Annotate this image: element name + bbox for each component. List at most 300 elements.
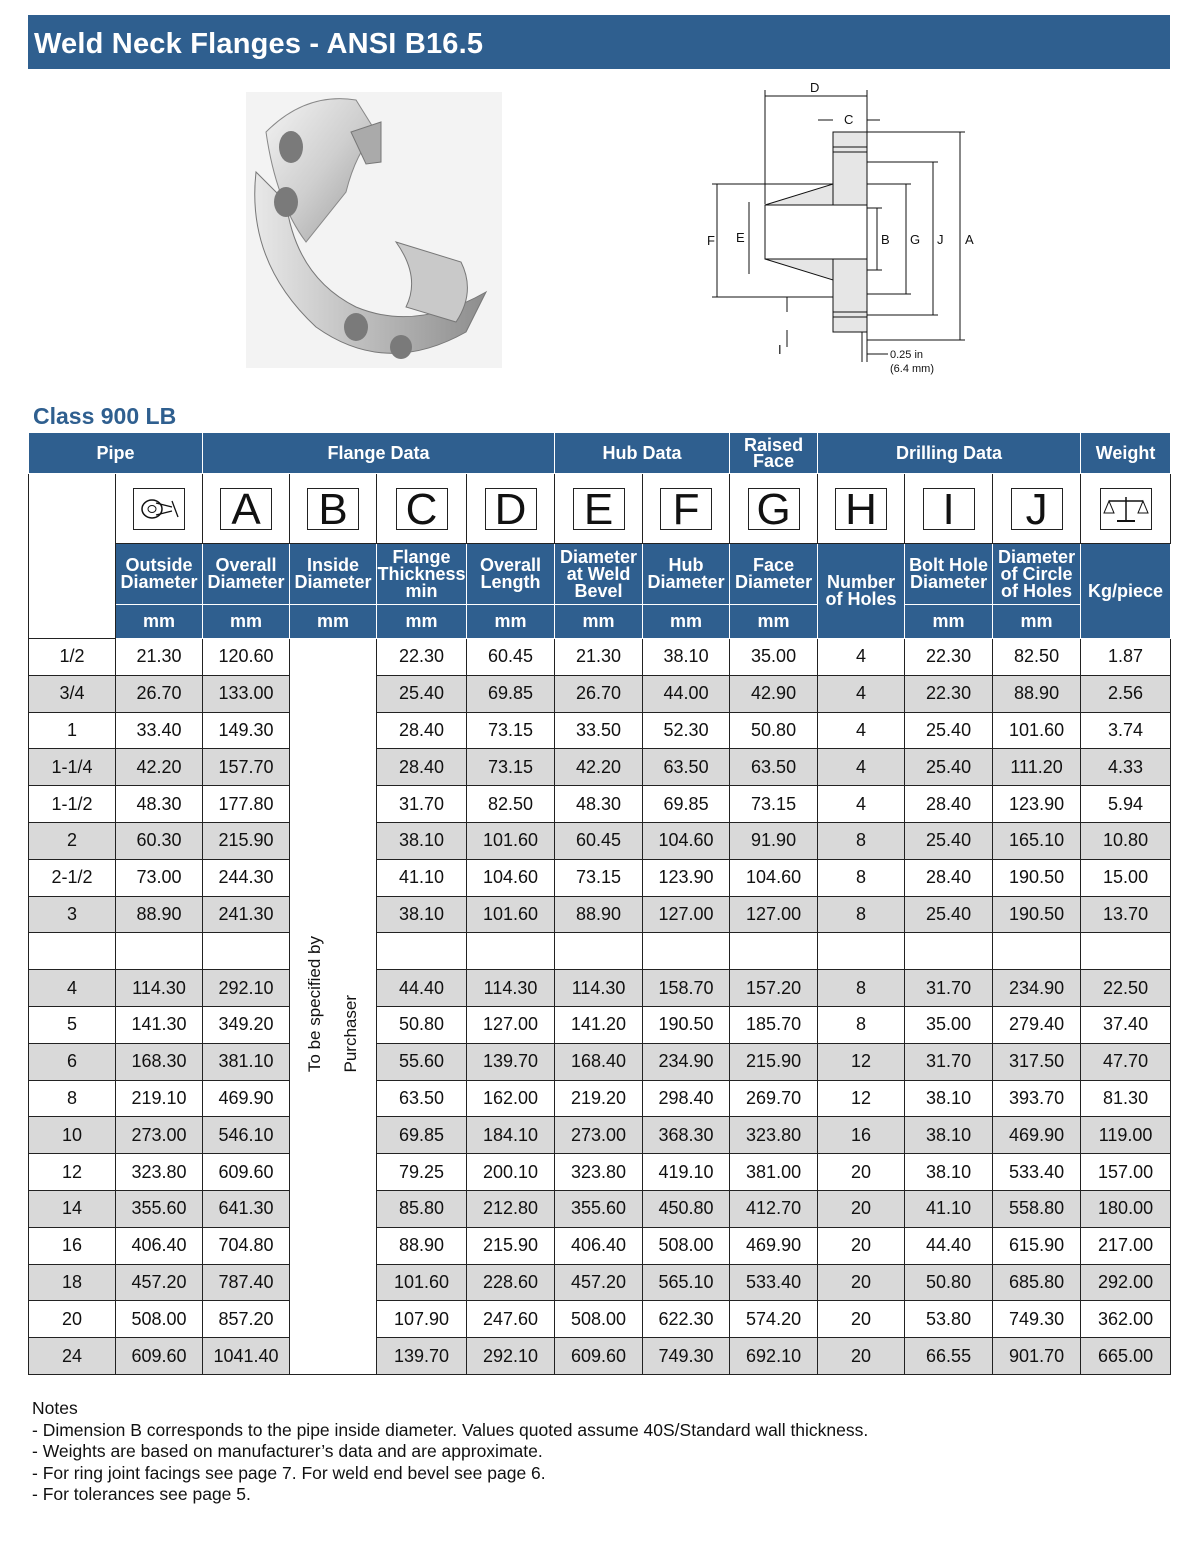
cell-weld-bevel-diameter: 114.30 xyxy=(555,970,643,1007)
cell-overall-length: 127.00 xyxy=(467,1006,555,1043)
cell-weld-bevel-diameter: 355.60 xyxy=(555,1190,643,1227)
cell-outside-diameter: 609.60 xyxy=(116,1338,203,1375)
cell-number-of-holes: 8 xyxy=(818,859,905,896)
cell-weight: 362.00 xyxy=(1081,1301,1171,1338)
cell-nps: 6 xyxy=(29,1043,116,1080)
cell-bolt-hole-diameter: 28.40 xyxy=(905,859,993,896)
cell-weld-bevel-diameter: 33.50 xyxy=(555,712,643,749)
cell-hub-diameter: 127.00 xyxy=(643,896,730,933)
cell-nps: 24 xyxy=(29,1338,116,1375)
cell-circle-of-holes: 317.50 xyxy=(993,1043,1081,1080)
cell-weld-bevel-diameter: 26.70 xyxy=(555,675,643,712)
cell-face-diameter: 381.00 xyxy=(730,1154,818,1191)
cell-overall-length: 200.10 xyxy=(467,1154,555,1191)
cell-weight: 180.00 xyxy=(1081,1190,1171,1227)
col-flange-thickness: Flange Thickness min xyxy=(377,544,467,605)
unit-circle: mm xyxy=(993,605,1081,639)
cell-weight: 4.33 xyxy=(1081,749,1171,786)
cell-face-diameter: 215.90 xyxy=(730,1043,818,1080)
cell-number-of-holes: 16 xyxy=(818,1117,905,1154)
cell-overall-length: 215.90 xyxy=(467,1227,555,1264)
cell-outside-diameter: 73.00 xyxy=(116,859,203,896)
cell-number-of-holes: 20 xyxy=(818,1301,905,1338)
cell-number-of-holes: 4 xyxy=(818,786,905,823)
cell-overall-length: 73.15 xyxy=(467,749,555,786)
cell-nps: 2-1/2 xyxy=(29,859,116,896)
cell-nps: 1 xyxy=(29,712,116,749)
cell-overall-diameter: 241.30 xyxy=(203,896,290,933)
cell-overall-length: 101.60 xyxy=(467,822,555,859)
unit-hub: mm xyxy=(643,605,730,639)
cell-bolt-hole-diameter: 38.10 xyxy=(905,1080,993,1117)
cell-circle-of-holes: 234.90 xyxy=(993,970,1081,1007)
cell-bolt-hole-diameter: 66.55 xyxy=(905,1338,993,1375)
cell-nps: 18 xyxy=(29,1264,116,1301)
cell-weld-bevel-diameter: 323.80 xyxy=(555,1154,643,1191)
cell-nps: 1/2 xyxy=(29,639,116,676)
cell-bolt-hole-diameter: 25.40 xyxy=(905,749,993,786)
cell-circle-of-holes: 279.40 xyxy=(993,1006,1081,1043)
cell-number-of-holes: 20 xyxy=(818,1154,905,1191)
cell-number-of-holes: 20 xyxy=(818,1190,905,1227)
cell-number-of-holes: 8 xyxy=(818,896,905,933)
cell-weld-bevel-diameter: 457.20 xyxy=(555,1264,643,1301)
cell-outside-diameter: 26.70 xyxy=(116,675,203,712)
cell-outside-diameter: 42.20 xyxy=(116,749,203,786)
label-g: G xyxy=(910,232,921,247)
cell-overall-length: 139.70 xyxy=(467,1043,555,1080)
cell-face-diameter: 269.70 xyxy=(730,1080,818,1117)
col-overall-length: Overall Length xyxy=(467,544,555,605)
cell-flange-thickness: 28.40 xyxy=(377,749,467,786)
letter-c-cell xyxy=(377,474,467,544)
scale-icon-cell xyxy=(1081,474,1171,544)
cell-overall-diameter: 177.80 xyxy=(203,786,290,823)
cell-weld-bevel-diameter: 21.30 xyxy=(555,639,643,676)
letter-c: C xyxy=(396,488,448,530)
cell-outside-diameter: 88.90 xyxy=(116,896,203,933)
cell-face-diameter: 104.60 xyxy=(730,859,818,896)
unit-bevel: mm xyxy=(555,605,643,639)
cell-circle-of-holes: 558.80 xyxy=(993,1190,1081,1227)
cell-bolt-hole-diameter: 28.40 xyxy=(905,786,993,823)
cell-flange-thickness: 88.90 xyxy=(377,1227,467,1264)
cell-weld-bevel-diameter: 141.20 xyxy=(555,1006,643,1043)
col-bolt-hole-diameter: Bolt Hole Diameter xyxy=(905,544,993,605)
note-line: - Dimension B corresponds to the pipe inside diameter. Values quoted assume 40S/Standard wall thickness. xyxy=(32,1419,869,1440)
cell-overall-length: 73.15 xyxy=(467,712,555,749)
cell-hub-diameter: 123.90 xyxy=(643,859,730,896)
cell-overall-length: 114.30 xyxy=(467,970,555,1007)
cell-circle-of-holes: 901.70 xyxy=(993,1338,1081,1375)
cell-weld-bevel-diameter: 273.00 xyxy=(555,1117,643,1154)
cell-number-of-holes: 20 xyxy=(818,1227,905,1264)
cell-outside-diameter: 21.30 xyxy=(116,639,203,676)
unit-outside: mm xyxy=(116,605,203,639)
letter-b: B xyxy=(307,488,359,530)
cell-overall-diameter: 292.10 xyxy=(203,970,290,1007)
cell-overall-length: 184.10 xyxy=(467,1117,555,1154)
col-face-diameter: Face Diameter xyxy=(730,544,818,605)
cell-weight: 3.74 xyxy=(1081,712,1171,749)
cell-flange-thickness: 55.60 xyxy=(377,1043,467,1080)
letter-f-cell xyxy=(643,474,730,544)
cell-bolt-hole-diameter: 25.40 xyxy=(905,712,993,749)
cell-overall-diameter: 120.60 xyxy=(203,639,290,676)
cell-hub-diameter: 52.30 xyxy=(643,712,730,749)
cell-flange-thickness xyxy=(377,933,467,970)
cell-flange-thickness: 22.30 xyxy=(377,639,467,676)
table-row xyxy=(29,786,1171,823)
cell-outside-diameter: 48.30 xyxy=(116,786,203,823)
col-inside-diameter: Inside Diameter xyxy=(290,544,377,605)
cell-circle-of-holes: 469.90 xyxy=(993,1117,1081,1154)
cell-overall-diameter: 857.20 xyxy=(203,1301,290,1338)
cell-face-diameter: 469.90 xyxy=(730,1227,818,1264)
cell-overall-diameter: 609.60 xyxy=(203,1154,290,1191)
cell-hub-diameter: 622.30 xyxy=(643,1301,730,1338)
cell-overall-diameter: 133.00 xyxy=(203,675,290,712)
letter-j: J xyxy=(1011,488,1063,530)
cell-overall-length: 212.80 xyxy=(467,1190,555,1227)
nominal-pipe-size-header: Nominal Pipe Size xyxy=(29,474,116,639)
cell-number-of-holes: 8 xyxy=(818,970,905,1007)
cell-weld-bevel-diameter xyxy=(555,933,643,970)
letter-h-cell xyxy=(818,474,905,544)
cell-hub-diameter: 419.10 xyxy=(643,1154,730,1191)
purchaser-text-line-1: To be specified by xyxy=(305,935,325,1073)
cell-nps: 16 xyxy=(29,1227,116,1264)
notes-title: Notes xyxy=(32,1398,78,1418)
flange-spec-table xyxy=(28,432,1171,1375)
cell-overall-diameter: 1041.40 xyxy=(203,1338,290,1375)
cell-face-diameter: 157.20 xyxy=(730,970,818,1007)
cell-nps xyxy=(29,933,116,970)
note-line: - Weights are based on manufacturer’s data and are approximate. xyxy=(32,1441,543,1461)
table-row xyxy=(29,1301,1171,1338)
group-hub-data: Hub Data xyxy=(555,433,730,474)
cell-circle-of-holes: 393.70 xyxy=(993,1080,1081,1117)
cell-flange-thickness: 101.60 xyxy=(377,1264,467,1301)
letter-j-cell xyxy=(993,474,1081,544)
cell-face-diameter: 574.20 xyxy=(730,1301,818,1338)
cell-flange-thickness: 31.70 xyxy=(377,786,467,823)
table-row xyxy=(29,1080,1171,1117)
cell-overall-diameter: 469.90 xyxy=(203,1080,290,1117)
cell-bolt-hole-diameter: 22.30 xyxy=(905,675,993,712)
cell-nps: 1-1/4 xyxy=(29,749,116,786)
cell-circle-of-holes: 749.30 xyxy=(993,1301,1081,1338)
cell-hub-diameter: 298.40 xyxy=(643,1080,730,1117)
cell-bolt-hole-diameter: 41.10 xyxy=(905,1190,993,1227)
cell-number-of-holes: 4 xyxy=(818,675,905,712)
cell-outside-diameter: 406.40 xyxy=(116,1227,203,1264)
cell-overall-length xyxy=(467,933,555,970)
cell-overall-diameter: 641.30 xyxy=(203,1190,290,1227)
cell-number-of-holes: 12 xyxy=(818,1080,905,1117)
cell-overall-length: 228.60 xyxy=(467,1264,555,1301)
cell-flange-thickness: 44.40 xyxy=(377,970,467,1007)
cell-nps: 10 xyxy=(29,1117,116,1154)
cell-nps: 5 xyxy=(29,1006,116,1043)
table-row xyxy=(29,933,1171,970)
cell-weight: 81.30 xyxy=(1081,1080,1171,1117)
cell-bolt-hole-diameter: 50.80 xyxy=(905,1264,993,1301)
col-weld-bevel-diameter: Diameter at Weld Bevel xyxy=(555,544,643,605)
cell-face-diameter: 412.70 xyxy=(730,1190,818,1227)
cell-number-of-holes: 20 xyxy=(818,1264,905,1301)
table-body xyxy=(29,639,1171,1375)
cell-number-of-holes: 4 xyxy=(818,639,905,676)
cell-number-of-holes: 12 xyxy=(818,1043,905,1080)
col-overall-diameter: Overall Diameter xyxy=(203,544,290,605)
class-title: Class 900 LB xyxy=(33,403,177,429)
table-row xyxy=(29,1338,1171,1375)
cell-circle-of-holes: 190.50 xyxy=(993,896,1081,933)
letter-i-cell xyxy=(905,474,993,544)
label-dim-in: 0.25 in xyxy=(890,349,924,361)
cell-circle-of-holes: 615.90 xyxy=(993,1227,1081,1264)
cell-overall-length: 60.45 xyxy=(467,639,555,676)
cell-overall-length: 292.10 xyxy=(467,1338,555,1375)
unit-thickness: mm xyxy=(377,605,467,639)
letter-h: H xyxy=(835,488,887,530)
cell-weight: 157.00 xyxy=(1081,1154,1171,1191)
cell-circle-of-holes xyxy=(993,933,1081,970)
cell-overall-length: 247.60 xyxy=(467,1301,555,1338)
cell-bolt-hole-diameter: 22.30 xyxy=(905,639,993,676)
cell-weight: 2.56 xyxy=(1081,675,1171,712)
cell-weight xyxy=(1081,933,1171,970)
cell-outside-diameter: 141.30 xyxy=(116,1006,203,1043)
cell-outside-diameter: 114.30 xyxy=(116,970,203,1007)
table-row xyxy=(29,1190,1171,1227)
cell-outside-diameter xyxy=(116,933,203,970)
cell-flange-thickness: 41.10 xyxy=(377,859,467,896)
cell-flange-thickness: 139.70 xyxy=(377,1338,467,1375)
cell-circle-of-holes: 165.10 xyxy=(993,822,1081,859)
col-hub-diameter: Hub Diameter xyxy=(643,544,730,605)
cell-number-of-holes xyxy=(818,933,905,970)
label-i: I xyxy=(778,342,782,357)
cell-weight: 13.70 xyxy=(1081,896,1171,933)
cell-circle-of-holes: 111.20 xyxy=(993,749,1081,786)
table-row xyxy=(29,859,1171,896)
group-weight: Weight xyxy=(1081,433,1171,474)
cell-face-diameter: 692.10 xyxy=(730,1338,818,1375)
letter-g-cell xyxy=(730,474,818,544)
table-row xyxy=(29,1006,1171,1043)
cell-face-diameter: 63.50 xyxy=(730,749,818,786)
table-row xyxy=(29,1117,1171,1154)
cell-weight: 292.00 xyxy=(1081,1264,1171,1301)
cell-hub-diameter: 565.10 xyxy=(643,1264,730,1301)
cell-weight: 1.87 xyxy=(1081,639,1171,676)
cell-circle-of-holes: 82.50 xyxy=(993,639,1081,676)
label-c: C xyxy=(844,112,854,127)
cell-face-diameter: 73.15 xyxy=(730,786,818,823)
cell-circle-of-holes: 88.90 xyxy=(993,675,1081,712)
cell-overall-length: 101.60 xyxy=(467,896,555,933)
cell-outside-diameter: 60.30 xyxy=(116,822,203,859)
cell-weight: 47.70 xyxy=(1081,1043,1171,1080)
cell-nps: 14 xyxy=(29,1190,116,1227)
cell-bolt-hole-diameter: 44.40 xyxy=(905,1227,993,1264)
table-row xyxy=(29,639,1171,676)
unit-length: mm xyxy=(467,605,555,639)
cell-circle-of-holes: 533.40 xyxy=(993,1154,1081,1191)
cell-outside-diameter: 323.80 xyxy=(116,1154,203,1191)
cell-number-of-holes: 4 xyxy=(818,712,905,749)
table-row xyxy=(29,1227,1171,1264)
cell-outside-diameter: 33.40 xyxy=(116,712,203,749)
cell-face-diameter: 533.40 xyxy=(730,1264,818,1301)
table-row xyxy=(29,675,1171,712)
scale-icon xyxy=(1100,488,1152,530)
letter-g: G xyxy=(748,488,800,530)
letter-f: F xyxy=(660,488,712,530)
cell-nps: 8 xyxy=(29,1080,116,1117)
letter-a: A xyxy=(220,488,272,530)
cell-hub-diameter: 44.00 xyxy=(643,675,730,712)
table-row xyxy=(29,822,1171,859)
letter-b-cell xyxy=(290,474,377,544)
table-row xyxy=(29,896,1171,933)
group-flange-data: Flange Data xyxy=(203,433,555,474)
cell-hub-diameter: 508.00 xyxy=(643,1227,730,1264)
unit-bolt: mm xyxy=(905,605,993,639)
cell-bolt-hole-diameter: 38.10 xyxy=(905,1154,993,1191)
label-j: J xyxy=(937,232,944,247)
cell-weld-bevel-diameter: 88.90 xyxy=(555,896,643,933)
cell-outside-diameter: 457.20 xyxy=(116,1264,203,1301)
cell-overall-length: 104.60 xyxy=(467,859,555,896)
cell-bolt-hole-diameter: 25.40 xyxy=(905,822,993,859)
cell-overall-diameter: 149.30 xyxy=(203,712,290,749)
cell-outside-diameter: 168.30 xyxy=(116,1043,203,1080)
cell-bolt-hole-diameter: 31.70 xyxy=(905,970,993,1007)
inside-diameter-purchaser-cell xyxy=(290,639,377,1375)
cell-nps: 20 xyxy=(29,1301,116,1338)
cell-hub-diameter: 69.85 xyxy=(643,786,730,823)
cell-flange-thickness: 85.80 xyxy=(377,1190,467,1227)
cell-overall-length: 162.00 xyxy=(467,1080,555,1117)
cell-bolt-hole-diameter: 25.40 xyxy=(905,896,993,933)
cell-flange-thickness: 107.90 xyxy=(377,1301,467,1338)
table-row xyxy=(29,970,1171,1007)
col-circle-of-holes: Diameter of Circle of Holes xyxy=(993,544,1081,605)
unit-face: mm xyxy=(730,605,818,639)
cell-weld-bevel-diameter: 42.20 xyxy=(555,749,643,786)
cell-face-diameter: 127.00 xyxy=(730,896,818,933)
label-d: D xyxy=(810,80,820,95)
table-row xyxy=(29,1264,1171,1301)
cell-outside-diameter: 273.00 xyxy=(116,1117,203,1154)
cell-overall-length: 82.50 xyxy=(467,786,555,823)
cell-flange-thickness: 25.40 xyxy=(377,675,467,712)
cell-nps: 3/4 xyxy=(29,675,116,712)
cell-weld-bevel-diameter: 60.45 xyxy=(555,822,643,859)
cell-overall-diameter: 244.30 xyxy=(203,859,290,896)
table-row xyxy=(29,1043,1171,1080)
cell-hub-diameter: 749.30 xyxy=(643,1338,730,1375)
cell-overall-diameter xyxy=(203,933,290,970)
cell-weight: 37.40 xyxy=(1081,1006,1171,1043)
cell-nps: 2 xyxy=(29,822,116,859)
cell-face-diameter: 91.90 xyxy=(730,822,818,859)
cell-weight: 15.00 xyxy=(1081,859,1171,896)
cell-circle-of-holes: 190.50 xyxy=(993,859,1081,896)
cell-overall-diameter: 787.40 xyxy=(203,1264,290,1301)
cell-outside-diameter: 508.00 xyxy=(116,1301,203,1338)
cell-face-diameter: 185.70 xyxy=(730,1006,818,1043)
cell-nps: 4 xyxy=(29,970,116,1007)
purchaser-text-line-2: Purchaser xyxy=(341,994,361,1073)
col-outside-diameter: Outside Diameter xyxy=(116,544,203,605)
cell-number-of-holes: 8 xyxy=(818,822,905,859)
cell-number-of-holes: 8 xyxy=(818,1006,905,1043)
cell-weld-bevel-diameter: 219.20 xyxy=(555,1080,643,1117)
cell-circle-of-holes: 123.90 xyxy=(993,786,1081,823)
cell-face-diameter: 50.80 xyxy=(730,712,818,749)
table-row xyxy=(29,1154,1171,1191)
unit-inside: mm xyxy=(290,605,377,639)
note-line: - For ring joint facings see page 7. For weld end bevel see page 6. xyxy=(32,1462,546,1483)
cell-bolt-hole-diameter: 53.80 xyxy=(905,1301,993,1338)
cell-face-diameter: 42.90 xyxy=(730,675,818,712)
cell-overall-diameter: 215.90 xyxy=(203,822,290,859)
cell-flange-thickness: 63.50 xyxy=(377,1080,467,1117)
cell-flange-thickness: 38.10 xyxy=(377,896,467,933)
cell-hub-diameter: 38.10 xyxy=(643,639,730,676)
letter-e: E xyxy=(573,488,625,530)
cell-weight: 119.00 xyxy=(1081,1117,1171,1154)
table-row xyxy=(29,712,1171,749)
cell-weld-bevel-diameter: 73.15 xyxy=(555,859,643,896)
cell-weld-bevel-diameter: 508.00 xyxy=(555,1301,643,1338)
note-line: - For tolerances see page 5. xyxy=(32,1484,251,1504)
cell-overall-diameter: 349.20 xyxy=(203,1006,290,1043)
cell-weight: 5.94 xyxy=(1081,786,1171,823)
cell-hub-diameter: 158.70 xyxy=(643,970,730,1007)
cell-number-of-holes: 20 xyxy=(818,1338,905,1375)
cell-overall-diameter: 704.80 xyxy=(203,1227,290,1264)
table-row xyxy=(29,749,1171,786)
cell-weight: 665.00 xyxy=(1081,1338,1171,1375)
cell-face-diameter xyxy=(730,933,818,970)
label-e: E xyxy=(736,230,745,245)
cell-weld-bevel-diameter: 609.60 xyxy=(555,1338,643,1375)
label-dim-mm: (6.4 mm) xyxy=(890,363,934,375)
cell-overall-diameter: 546.10 xyxy=(203,1117,290,1154)
cell-overall-length: 69.85 xyxy=(467,675,555,712)
cell-face-diameter: 323.80 xyxy=(730,1117,818,1154)
cell-weld-bevel-diameter: 48.30 xyxy=(555,786,643,823)
letter-i: I xyxy=(923,488,975,530)
letter-e-cell xyxy=(555,474,643,544)
cell-outside-diameter: 355.60 xyxy=(116,1190,203,1227)
cell-circle-of-holes: 685.80 xyxy=(993,1264,1081,1301)
cell-bolt-hole-diameter: 31.70 xyxy=(905,1043,993,1080)
cell-overall-diameter: 157.70 xyxy=(203,749,290,786)
cell-hub-diameter xyxy=(643,933,730,970)
cell-weld-bevel-diameter: 168.40 xyxy=(555,1043,643,1080)
group-pipe: Pipe xyxy=(29,433,203,474)
group-drilling-data: Drilling Data xyxy=(818,433,1081,474)
cell-outside-diameter: 219.10 xyxy=(116,1080,203,1117)
cell-face-diameter: 35.00 xyxy=(730,639,818,676)
col-kg-per-piece: Kg/piece xyxy=(1081,544,1171,639)
